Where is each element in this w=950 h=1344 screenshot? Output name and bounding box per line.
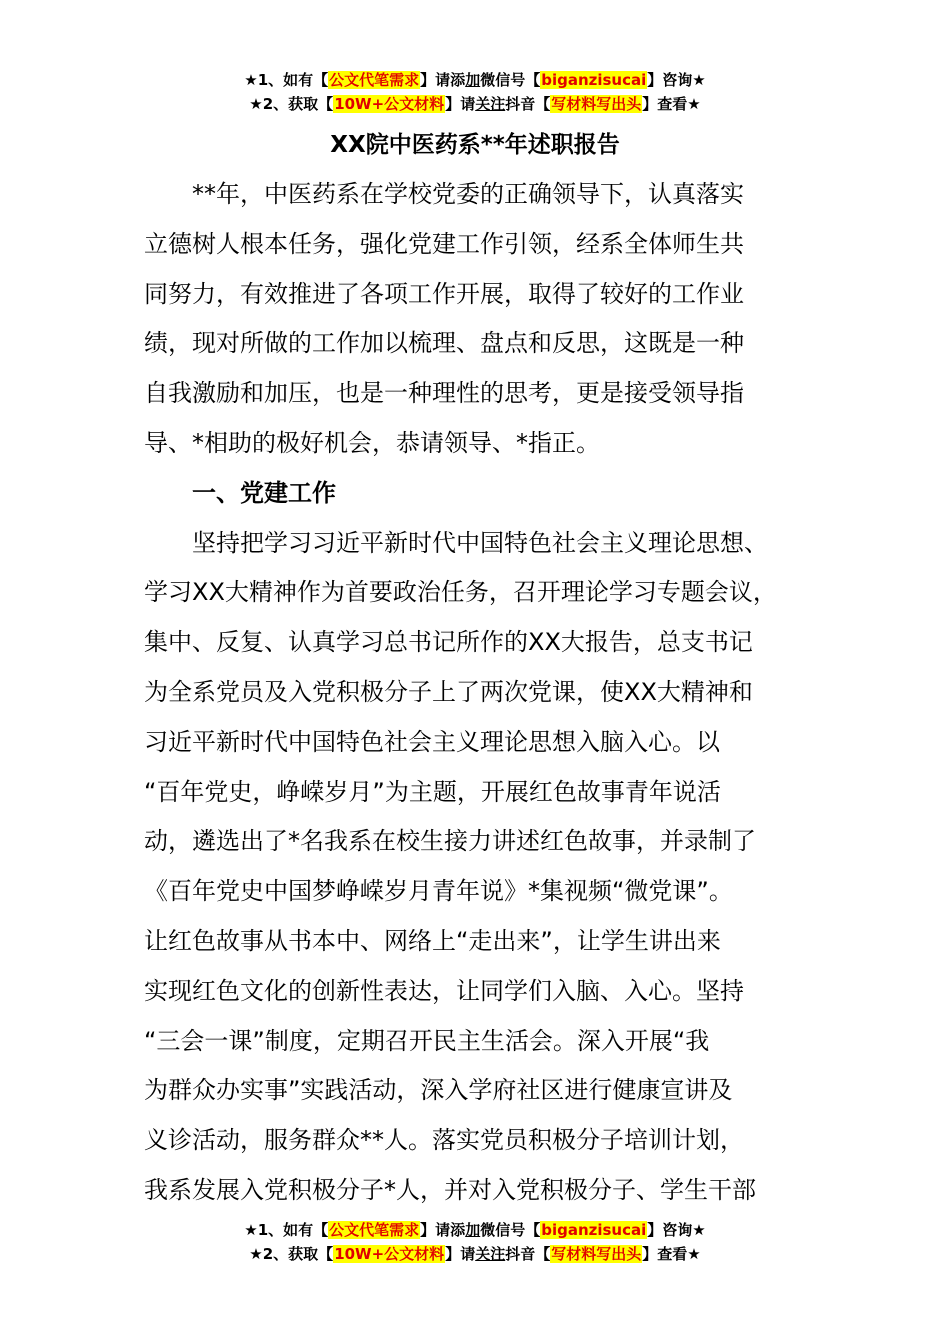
paragraph-line: **年，中医药系在学校党委的正确领导下，认真落实 xyxy=(192,180,744,208)
promo-highlight: 公文代笔需求 xyxy=(329,1221,420,1239)
paragraph-line: 导、*相助的极好机会，恭请领导、*指正。 xyxy=(144,428,600,457)
paragraph-line: 实现红色文化的创新性表达，让同学们入脑、入心。坚持 xyxy=(144,976,744,1005)
promo-highlight: 公文代笔需求 xyxy=(329,71,420,89)
section-heading: 一、党建工作 xyxy=(192,478,336,507)
paragraph-line: 义诊活动，服务群众**人。落实党员积极分子培训计划， xyxy=(144,1126,744,1155)
paragraph-line: 为全系党员及入党积极分子上了两次党课，使XX大精神和 xyxy=(144,677,753,706)
document-body xyxy=(144,170,830,1216)
promo-line-1: ★1、如有【公文代笔需求】请添加微信号【biganzisucai】咨询★ xyxy=(244,71,706,89)
promo-line-2: ★2、获取【10W+公文材料】请关注抖音【写材料写出头】查看★ xyxy=(249,95,701,113)
promo-highlight: 10W+公文材料 xyxy=(334,95,445,113)
paragraph-line: 坚持把学习习近平新时代中国特色社会主义理论思想、 xyxy=(192,528,768,557)
paragraph-line: 学习XX大精神作为首要政治任务，召开理论学习专题会议， xyxy=(144,578,777,607)
paragraph-line: 习近平新时代中国特色社会主义理论思想入脑入心。以 xyxy=(144,727,720,756)
paragraph-line: 同努力，有效推进了各项工作开展，取得了较好的工作业 xyxy=(144,279,744,308)
promo-line-1: ★1、如有【公文代笔需求】请添加微信号【biganzisucai】咨询★ xyxy=(244,1221,706,1239)
paragraph-line: 自我激励和加压，也是一种理性的思考，更是接受领导指 xyxy=(144,379,744,408)
paragraph-line: 动，遴选出了*名我系在校生接力讲述红色故事，并录制了 xyxy=(144,827,756,856)
paragraph-line: 我系发展入党积极分子*人，并对入党积极分子、学生干部 xyxy=(144,1175,756,1204)
promo-banner-bottom xyxy=(0,1218,950,1266)
paragraph-line: 绩，现对所做的工作加以梳理、盘点和反思，这既是一种 xyxy=(144,329,744,358)
douyin-id-highlight: 写材料写出头 xyxy=(551,1245,642,1263)
promo-highlight: 10W+公文材料 xyxy=(334,1245,445,1263)
wechat-id-highlight: biganzisucai xyxy=(541,71,647,89)
douyin-id-highlight: 写材料写出头 xyxy=(551,95,642,113)
paragraph-line: 立德树人根本任务，强化党建工作引领，经系全体师生共 xyxy=(144,229,744,258)
wechat-id-highlight: biganzisucai xyxy=(541,1221,647,1239)
paragraph-line: “三会一课”制度，定期召开民主生活会。深入开展“我 xyxy=(144,1026,710,1055)
promo-banner-top xyxy=(0,68,950,116)
page-title: XX院中医药系**年述职报告 xyxy=(330,132,620,158)
paragraph-line: “百年党史，峥嵘岁月”为主题，开展红色故事青年说活 xyxy=(144,777,721,806)
paragraph-line: 为群众办实事”实践活动，深入学府社区进行健康宣讲及 xyxy=(144,1076,733,1105)
promo-line-2: ★2、获取【10W+公文材料】请关注抖音【写材料写出头】查看★ xyxy=(249,1245,701,1263)
paragraph-line: 让红色故事从书本中、网络上“走出来”，让学生讲出来 xyxy=(144,926,721,955)
paragraph-line: 集中、反复、认真学习总书记所作的XX大报告，总支书记 xyxy=(144,628,753,657)
paragraph-line: 《百年党史中国梦峥嵘岁月青年说》*集视频“微党课”。 xyxy=(144,877,733,906)
